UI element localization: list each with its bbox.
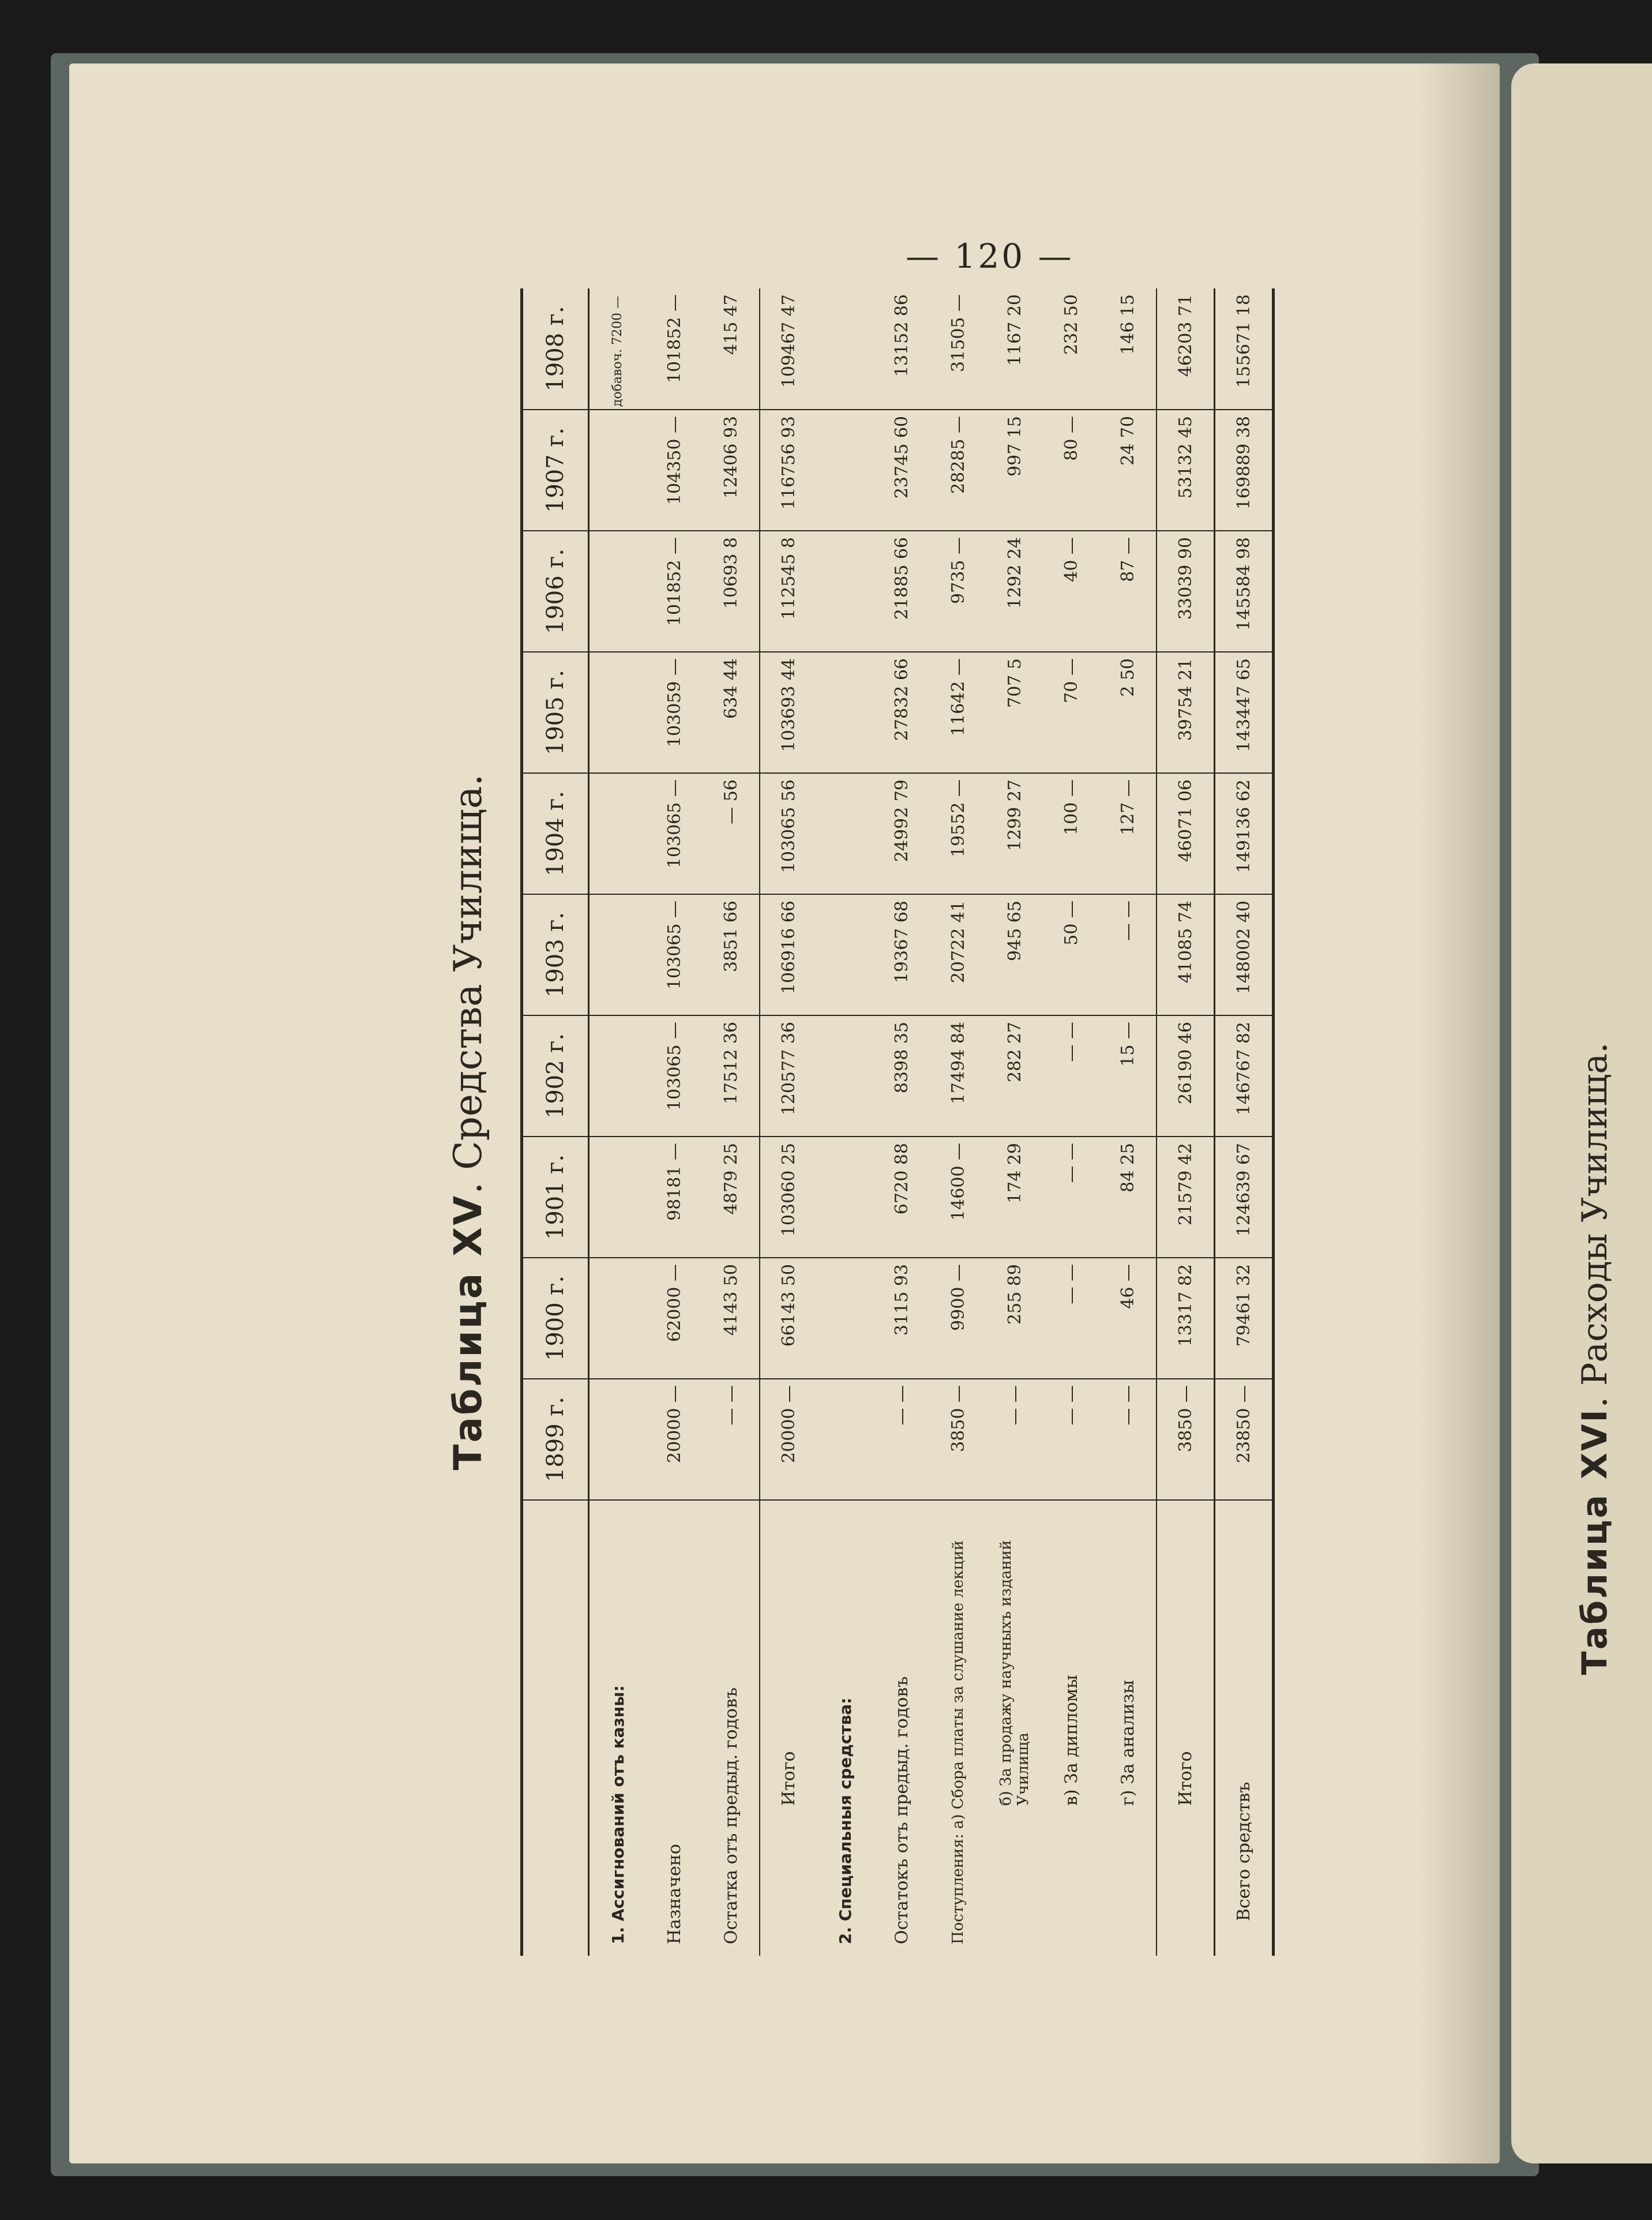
subtotal-row <box>1157 288 1215 1956</box>
table-cell: 100 — <box>1043 773 1099 894</box>
next-table-title <box>1569 724 1621 1993</box>
table-row <box>646 288 703 1956</box>
table-cell: 255 89 <box>986 1258 1043 1379</box>
table-cell: 46203 71 <box>1157 288 1215 410</box>
table-cell: 149136 62 <box>1215 773 1274 894</box>
table-cell: 112545 8 <box>760 531 817 652</box>
year-header: 1904 г. <box>522 773 589 894</box>
table-cell: 24992 79 <box>873 773 930 894</box>
section-heading: 2. Специальныя средства: <box>835 1697 855 1944</box>
table-cell: 3851 66 <box>703 894 760 1015</box>
subtotal-row <box>760 288 817 1956</box>
table-cell: — — <box>1043 1379 1099 1500</box>
table-cell: 4879 25 <box>703 1137 760 1258</box>
table-cell: — — <box>986 1379 1043 1500</box>
page-number: — 120 — <box>906 237 1074 276</box>
row-label: Остатка отъ предыд. годовъ <box>720 1687 741 1944</box>
table-plate <box>428 288 1484 1956</box>
table-cell: 155671 18 <box>1215 288 1274 410</box>
table-cell: 101852 — <box>646 288 703 410</box>
table-cell: 20000 — <box>760 1379 817 1500</box>
table-cell: 3850 — <box>930 1379 986 1500</box>
header-label-cell <box>522 1500 589 1956</box>
row-label: Поступления: а) Сбора платы за слушание лекций <box>949 1540 967 1944</box>
funds-table <box>520 288 1275 1956</box>
table-cell: 9735 — <box>930 531 986 652</box>
table-cell: 27832 66 <box>873 652 930 773</box>
table-cell: 103059 — <box>646 652 703 773</box>
table-cell: 20000 — <box>646 1379 703 1500</box>
section-row <box>817 288 873 1956</box>
row-label: б) За продажу научныхъ изданий Училища <box>997 1540 1032 1806</box>
table-cell: 282 27 <box>986 1015 1043 1137</box>
table-cell: 127 — <box>1099 773 1157 894</box>
table-cell: 109467 47 <box>760 288 817 410</box>
table-cell: 146767 82 <box>1215 1015 1274 1137</box>
table-cell: 41085 74 <box>1157 894 1215 1015</box>
table-cell: 40 — <box>1043 531 1099 652</box>
table-row <box>986 288 1043 1956</box>
table-cell: 28285 — <box>930 410 986 531</box>
table-cell: 707 5 <box>986 652 1043 773</box>
table-row <box>873 288 930 1956</box>
table-cell: 10693 8 <box>703 531 760 652</box>
table-cell: 106916 66 <box>760 894 817 1015</box>
table-cell: 634 44 <box>703 652 760 773</box>
table-cell: 1292 24 <box>986 531 1043 652</box>
table-cell: 103693 44 <box>760 652 817 773</box>
table-cell: 98181 — <box>646 1137 703 1258</box>
table-cell: 174 29 <box>986 1137 1043 1258</box>
table-cell: 31505 — <box>930 288 986 410</box>
table-row <box>703 288 760 1956</box>
year-header: 1905 г. <box>522 652 589 773</box>
table-cell: 103065 — <box>646 773 703 894</box>
table-cell: 15 — <box>1099 1015 1157 1137</box>
table-cell: 103065 — <box>646 1015 703 1137</box>
table-cell: 39754 21 <box>1157 652 1215 773</box>
row-label: Итого <box>1157 1500 1215 1956</box>
table-cell: 945 65 <box>986 894 1043 1015</box>
table-row <box>1043 288 1099 1956</box>
table-cell: — — <box>1043 1137 1099 1258</box>
next-title-name: . Расходы Училища. <box>1575 1042 1615 1408</box>
table-cell: 46071 06 <box>1157 773 1215 894</box>
row-label: г) За анализы <box>1117 1679 1138 1806</box>
table-cell: 23745 60 <box>873 410 930 531</box>
grand-total-row <box>1215 288 1274 1956</box>
table-cell: 997 15 <box>986 410 1043 531</box>
table-cell: 104350 — <box>646 410 703 531</box>
table-cell: 124639 67 <box>1215 1137 1274 1258</box>
table-cell: 50 — <box>1043 894 1099 1015</box>
table-cell: 148002 40 <box>1215 894 1274 1015</box>
year-header: 1907 г. <box>522 410 589 531</box>
table-cell: 145584 98 <box>1215 531 1274 652</box>
table-cell: — — <box>1043 1258 1099 1379</box>
section-row <box>589 288 647 1956</box>
table-cell: 1167 20 <box>986 288 1043 410</box>
table-cell: 116756 93 <box>760 410 817 531</box>
table-cell: 13317 82 <box>1157 1258 1215 1379</box>
table-cell: 53132 45 <box>1157 410 1215 531</box>
table-cell: — — <box>1043 1015 1099 1137</box>
table-cell: 19367 68 <box>873 894 930 1015</box>
table-cell: 70 — <box>1043 652 1099 773</box>
year-header: 1901 г. <box>522 1137 589 1258</box>
table-cell: 103065 — <box>646 894 703 1015</box>
table-cell: 169889 38 <box>1215 410 1274 531</box>
table-cell: 19552 — <box>930 773 986 894</box>
table-cell: 24 70 <box>1099 410 1157 531</box>
table-row <box>930 288 986 1956</box>
table-cell: 4143 50 <box>703 1258 760 1379</box>
table-cell: 232 50 <box>1043 288 1099 410</box>
table-cell: 17494 84 <box>930 1015 986 1137</box>
table-cell: 146 15 <box>1099 288 1157 410</box>
table-cell: — 56 <box>703 773 760 894</box>
row-label: Всего средствъ <box>1215 1500 1274 1956</box>
table-cell: 12406 93 <box>703 410 760 531</box>
table-title-number: Таблица XV <box>446 1194 490 1471</box>
table-cell: 2 50 <box>1099 652 1157 773</box>
table-cell: 84 25 <box>1099 1137 1157 1258</box>
table-cell: 103060 25 <box>760 1137 817 1258</box>
row-label: Остатокъ отъ предыд. годовъ <box>891 1676 912 1944</box>
year-header: 1908 г. <box>522 288 589 410</box>
table-cell: 6720 88 <box>873 1137 930 1258</box>
table-cell: — — <box>1099 894 1157 1015</box>
year-header: 1899 г. <box>522 1379 589 1500</box>
row-label: Назначено <box>664 1844 685 1944</box>
table-cell: 11642 — <box>930 652 986 773</box>
table-cell: — — <box>703 1379 760 1500</box>
table-cell: 13152 86 <box>873 288 930 410</box>
year-header: 1906 г. <box>522 531 589 652</box>
row-label: Итого <box>760 1500 817 1956</box>
table-cell: 20722 41 <box>930 894 986 1015</box>
table-cell: 17512 36 <box>703 1015 760 1137</box>
table-cell: 8398 35 <box>873 1015 930 1137</box>
table-cell: — — <box>873 1379 930 1500</box>
year-header: 1900 г. <box>522 1258 589 1379</box>
year-header: 1902 г. <box>522 1015 589 1137</box>
table-cell: 23850 — <box>1215 1379 1274 1500</box>
table-cell: 33039 90 <box>1157 531 1215 652</box>
table-cell: 101852 — <box>646 531 703 652</box>
table-title-name: . Средства Училища. <box>446 774 490 1194</box>
section-heading: 1. Ассигнований отъ казны: <box>608 1685 628 1944</box>
table-cell: 9900 — <box>930 1258 986 1379</box>
table-cell: 143447 65 <box>1215 652 1274 773</box>
next-title-number: Таблица XVI <box>1575 1408 1615 1675</box>
table-cell: 103065 56 <box>760 773 817 894</box>
table-cell: 79461 32 <box>1215 1258 1274 1379</box>
row-label: в) За дипломы <box>1061 1674 1082 1806</box>
year-header: 1903 г. <box>522 894 589 1015</box>
table-cell: — — <box>1099 1379 1157 1500</box>
table-row <box>1099 288 1157 1956</box>
table-cell: 3850 — <box>1157 1379 1215 1500</box>
table-title <box>428 288 509 1956</box>
supplement-note: добавоч. 7200 — <box>589 288 647 410</box>
table-cell: 62000 — <box>646 1258 703 1379</box>
table-cell: 21579 42 <box>1157 1137 1215 1258</box>
table-cell: 415 47 <box>703 288 760 410</box>
table-cell: 26190 46 <box>1157 1015 1215 1137</box>
table-cell: 80 — <box>1043 410 1099 531</box>
table-cell: 3115 93 <box>873 1258 930 1379</box>
table-cell: 120577 36 <box>760 1015 817 1137</box>
table-cell: 1299 27 <box>986 773 1043 894</box>
header-row <box>522 288 589 1956</box>
table-cell: 21885 66 <box>873 531 930 652</box>
table-cell: 46 — <box>1099 1258 1157 1379</box>
table-cell: 66143 50 <box>760 1258 817 1379</box>
table-cell: 87 — <box>1099 531 1157 652</box>
table-cell: 14600 — <box>930 1137 986 1258</box>
